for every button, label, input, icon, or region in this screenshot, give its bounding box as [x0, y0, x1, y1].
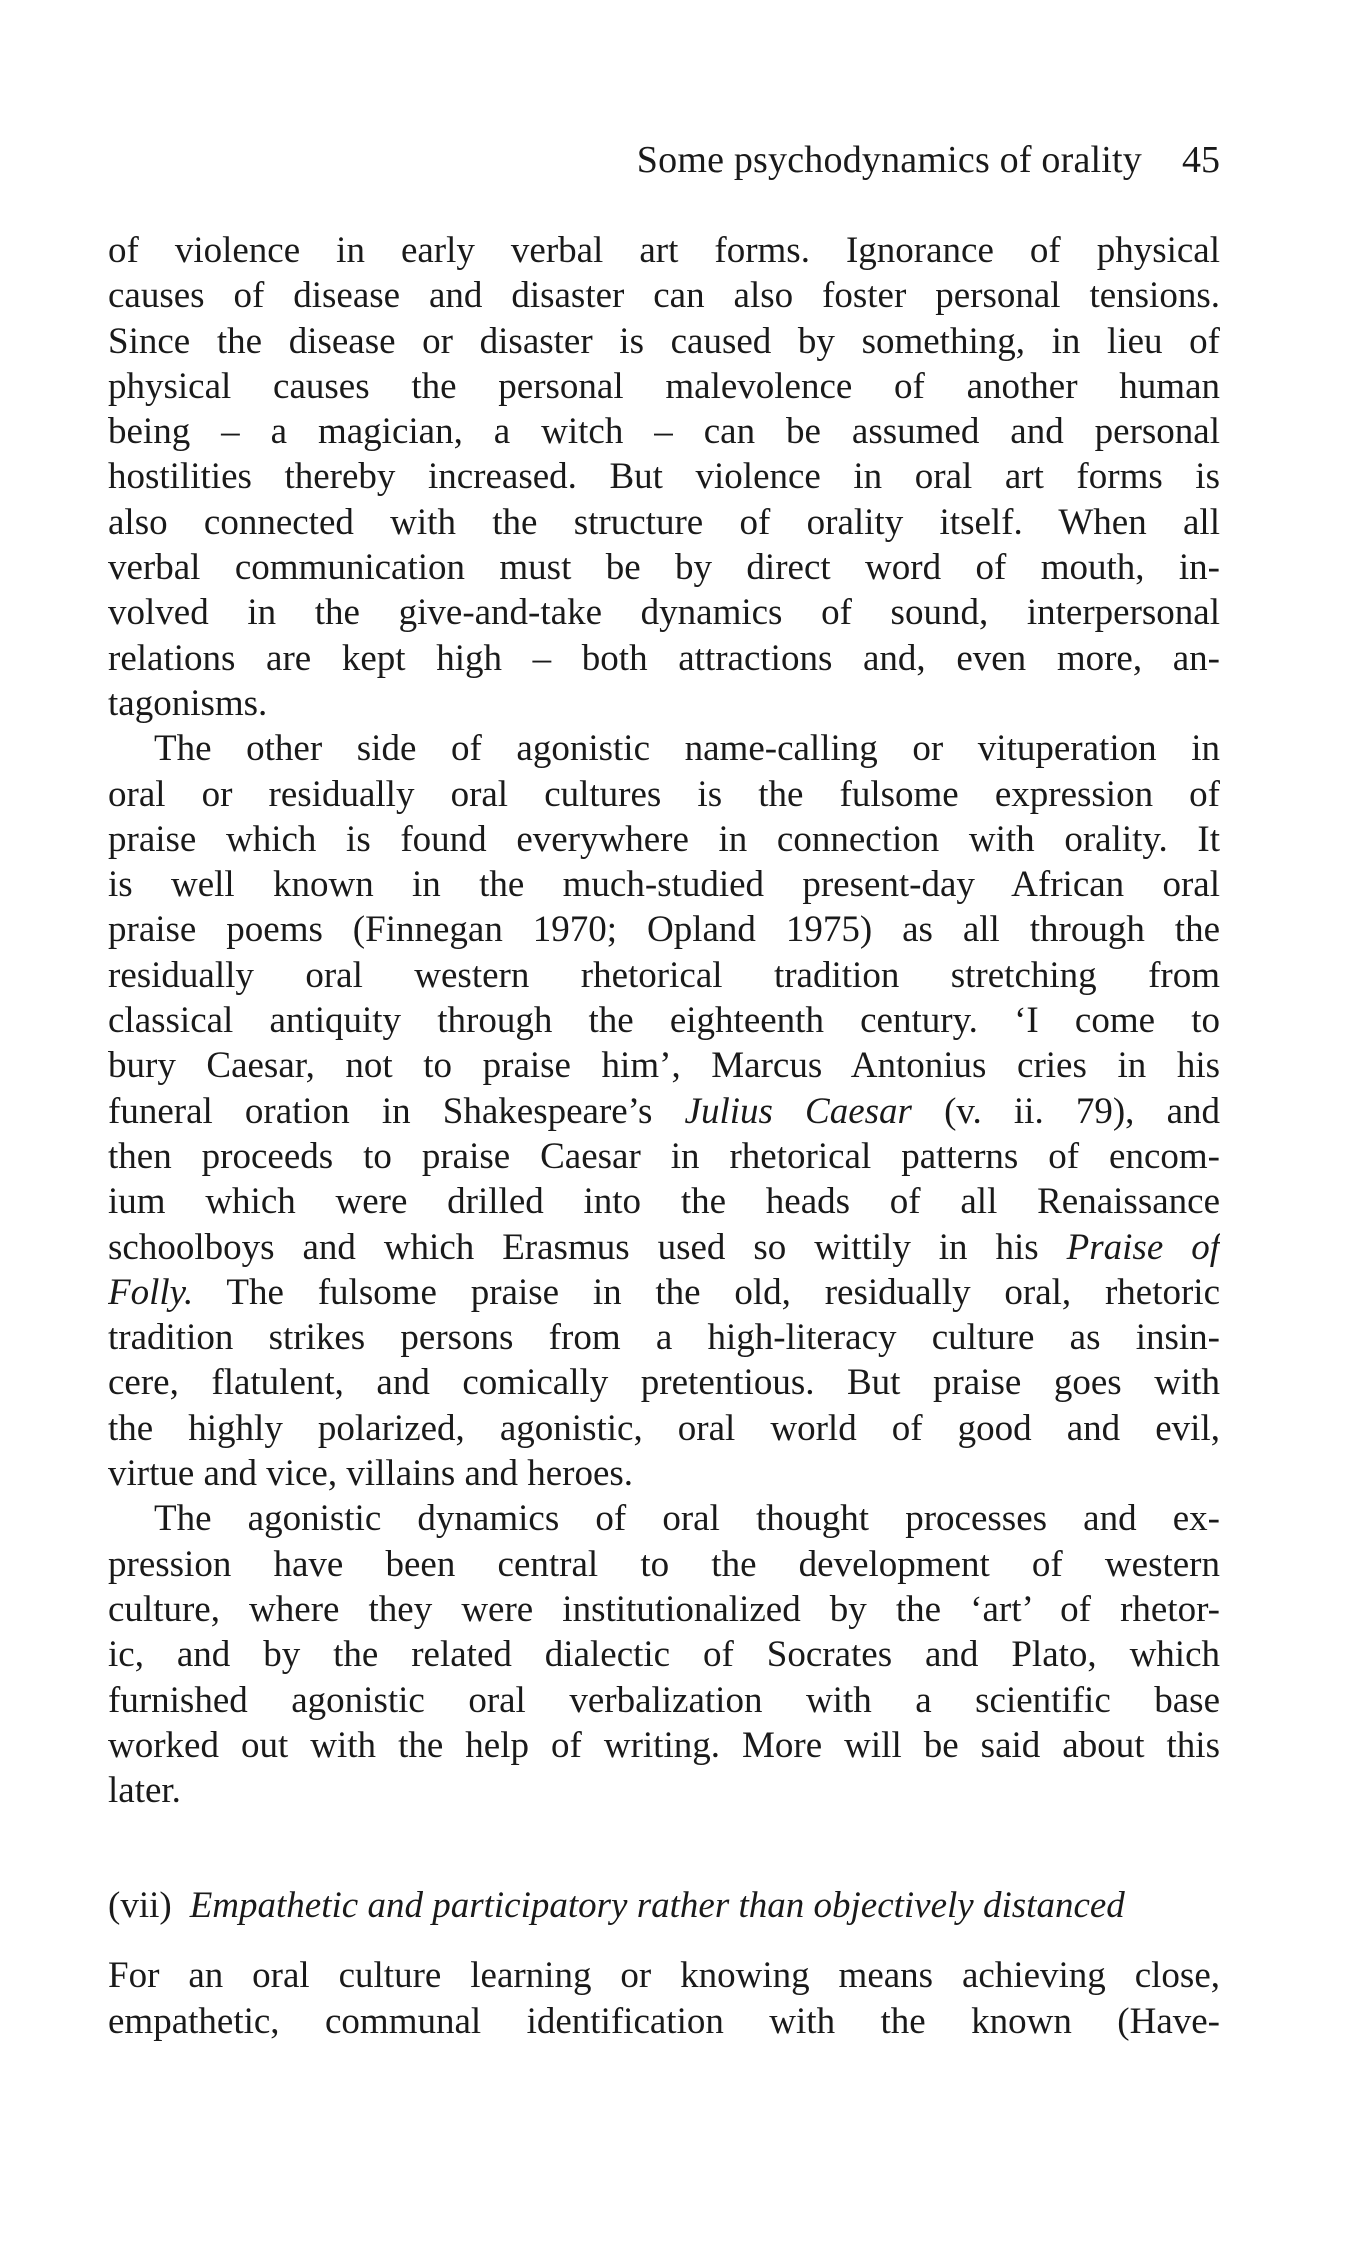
- body-text: [108, 228, 1220, 2044]
- text-line: ium which were drilled into the heads of all Renaissance: [108, 1181, 1220, 1223]
- text-line: also connected with the structure of orality itself. When all: [108, 501, 1220, 543]
- text-line-with-title: [108, 1270, 1220, 1315]
- paragraph-3: [108, 1496, 1220, 1813]
- text-line: empathetic, communal identification with the known (Have-: [108, 2000, 1220, 2042]
- paragraph-1: [108, 228, 1220, 726]
- text-run: (v. ii. 79), and: [911, 1090, 1220, 1132]
- text-line: tagonisms.: [108, 682, 268, 724]
- text-line: virtue and vice, villains and heroes.: [108, 1453, 634, 1495]
- text-line: For an oral culture learning or knowing means achieving close,: [108, 1955, 1220, 1997]
- text-line: the highly polarized, agonistic, oral world of good and evil,: [108, 1407, 1220, 1449]
- paragraph-4: [108, 1953, 1220, 2044]
- text-line: physical causes the personal malevolence of another human: [108, 365, 1220, 407]
- text-line: relations are kept high – both attractions and, even more, an-: [108, 637, 1220, 679]
- text-line: praise poems (Finnegan 1970; Opland 1975) as all through the: [108, 909, 1220, 951]
- text-line: classical antiquity through the eighteenth century. ‘I come to: [108, 1000, 1220, 1042]
- text-line: bury Caesar, not to praise him’, Marcus Antonius cries in his: [108, 1045, 1220, 1087]
- text-line: The agonistic dynamics of oral thought processes and ex-: [154, 1498, 1220, 1540]
- text-line: ic, and by the related dialectic of Socrates and Plato, which: [108, 1634, 1220, 1676]
- text-line: culture, where they were institutionalized by the ‘art’ of rhetor-: [108, 1588, 1220, 1630]
- text-run: schoolboys and which Erasmus used so wittily in his: [108, 1226, 1067, 1268]
- running-head: [108, 136, 1220, 184]
- text-line: worked out with the help of writing. More will be said about this: [108, 1724, 1220, 1766]
- text-run: funeral oration in Shakespeare’s: [108, 1090, 685, 1132]
- text-line: is well known in the much-studied present-day African oral: [108, 864, 1220, 906]
- text-line: praise which is found everywhere in connection with orality. It: [108, 818, 1220, 860]
- italic-book-title: Praise of: [1066, 1226, 1220, 1268]
- text-line: cere, flatulent, and comically pretentious. But praise goes with: [108, 1362, 1220, 1404]
- text-line: furnished agonistic oral verbalization with a scientific base: [108, 1679, 1220, 1721]
- section-number: (vii): [108, 1885, 172, 1927]
- text-line: The other side of agonistic name-calling or vituperation in: [154, 728, 1220, 770]
- text-line-with-title: [108, 1225, 1220, 1270]
- running-head-title: Some psychodynamics of orality: [636, 139, 1142, 181]
- text-line: being – a magician, a witch – can be assumed and personal: [108, 411, 1220, 453]
- italic-book-title: Folly.: [108, 1271, 194, 1313]
- text-line: later.: [108, 1770, 181, 1812]
- text-line: volved in the give-and-take dynamics of sound, interpersonal: [108, 592, 1220, 634]
- text-line: Since the disease or disaster is caused by something, in lieu of: [108, 320, 1220, 362]
- text-line: residually oral western rhetorical tradition stretching from: [108, 954, 1220, 996]
- text-line: oral or residually oral cultures is the fulsome expression of: [108, 773, 1220, 815]
- section-heading: [108, 1883, 1220, 1931]
- text-run: The fulsome praise in the old, residually oral, rhetoric: [193, 1271, 1220, 1313]
- text-line: causes of disease and disaster can also foster personal tensions.: [108, 275, 1220, 317]
- spacer: [108, 1931, 1220, 1953]
- page-number: 45: [1182, 139, 1220, 181]
- section-title: Empathetic and participatory rather than objectively distanced: [189, 1885, 1125, 1927]
- text-line: verbal communication must be by direct word of mouth, in-: [108, 547, 1220, 589]
- text-line: pression have been central to the development of western: [108, 1543, 1220, 1585]
- text-line-with-title: [108, 1089, 1220, 1134]
- text-line: then proceeds to praise Caesar in rhetorical patterns of encom-: [108, 1135, 1220, 1177]
- text-line: of violence in early verbal art forms. Ignorance of physical: [108, 230, 1220, 271]
- text-line: hostilities thereby increased. But violence in oral art forms is: [108, 456, 1220, 498]
- text-line: tradition strikes persons from a high-literacy culture as insin-: [108, 1317, 1220, 1359]
- italic-play-title: Julius Caesar: [684, 1090, 912, 1132]
- spacer: [108, 1813, 1220, 1883]
- paragraph-2: [108, 726, 1220, 1496]
